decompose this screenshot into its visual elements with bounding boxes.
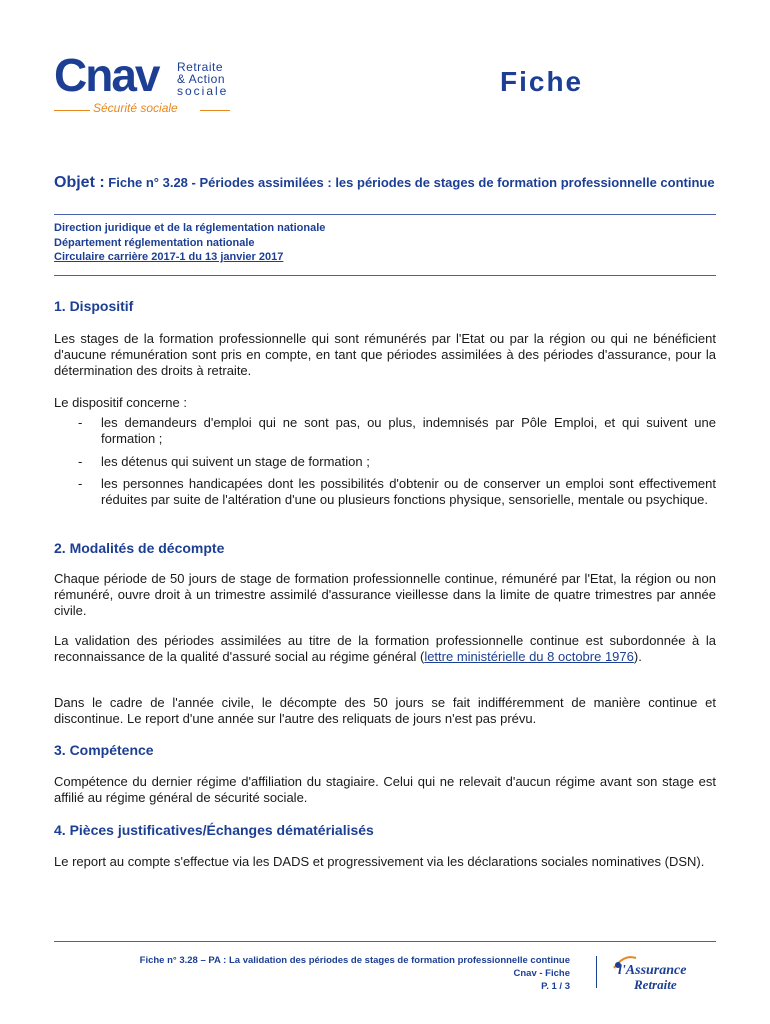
logo-tagline: Sécurité sociale	[93, 101, 178, 115]
paragraph: Dans le cadre de l'année civile, le décompte des 50 jours se fait indifféremment de manière continue et discontinue. Le report d'une année sur l'autre des reliquats de jours n'est pas prévu.	[54, 695, 716, 726]
logo-text-line2: Retraite	[634, 977, 677, 992]
meta-block	[54, 221, 325, 265]
list-item-text: les personnes handicapées dont les possibilités d'obtenir ou de conserver un emploi sont effectivement réduites par suite de l'altération d'une ou plusieurs fonctions physique, sensorielle, mentale ou psychique.	[101, 476, 716, 507]
logo-sub-line: Retraite	[177, 60, 224, 74]
paragraph: Chaque période de 50 jours de stage de formation professionnelle continue, rémunéré par l'Etat, la région ou non rémunéré, ouvre droit à un trimestre assimilé d'assurance vieillesse dans la limite de quatre trimestres par année civile.	[54, 571, 716, 618]
footer-page-number: P. 1 / 3	[541, 981, 570, 992]
objet-label: Objet :	[54, 174, 105, 191]
bullet-dash: -	[78, 476, 83, 491]
paragraph: Le report au compte s'effectue via les DADS et progressivement via les déclarations sociales nominatives (DSN).	[54, 854, 705, 869]
logo-bar	[596, 956, 597, 988]
list-item-text: les demandeurs d'emploi qui ne sont pas, ou plus, indemnisés par Pôle Emploi, et qui suivent une formation ;	[101, 415, 716, 446]
bullet-dash: -	[78, 415, 83, 430]
circulaire-link[interactable]: Circulaire carrière 2017-1 du 13 janvier 2017	[54, 251, 284, 263]
bullet-dash: -	[78, 454, 83, 469]
footer-doc-type: Cnav - Fiche	[513, 968, 570, 979]
list-item-text: les détenus qui suivent un stage de formation ;	[101, 454, 370, 469]
document-type-title: Fiche	[500, 66, 584, 97]
section-heading: 3. Compétence	[54, 742, 154, 758]
logo-sub-line: & Action	[177, 72, 226, 86]
divider	[54, 214, 716, 215]
section-heading: 2. Modalités de décompte	[54, 540, 225, 556]
objet-line	[54, 174, 716, 191]
footer-title: Fiche n° 3.28 – PA : La validation des périodes de stages de formation professionnelle continue	[139, 955, 570, 966]
paragraph: Le dispositif concerne :	[54, 395, 187, 410]
divider	[54, 275, 716, 276]
cnav-logo-subtitle	[177, 61, 228, 97]
list-item	[78, 454, 716, 470]
list-item	[78, 476, 716, 508]
section-heading: 1. Dispositif	[54, 298, 134, 314]
paragraph-text: ).	[633, 649, 642, 664]
lettre-ministerielle-link[interactable]: lettre ministérielle du 8 octobre 1976	[424, 649, 634, 664]
list-item	[78, 415, 716, 447]
cnav-logo: Cnav	[54, 49, 159, 101]
objet-text: Fiche n° 3.28 - Périodes assimilées : les périodes de stages de formation professionnelle continue	[108, 175, 715, 190]
logo-rule-left	[54, 110, 90, 111]
logo-rule-right	[200, 110, 230, 111]
meta-departement: Département réglementation nationale	[54, 236, 255, 249]
paragraph: Compétence du dernier régime d'affiliation du stagiaire. Celui qui ne relevait d'aucun régime avant son stage est affilié au régime général de sécurité sociale.	[54, 774, 716, 805]
logo-sub-line: sociale	[177, 84, 229, 98]
section-heading: 4. Pièces justificatives/Échanges dématérialisés	[54, 822, 374, 838]
footer-divider	[54, 941, 716, 942]
paragraph	[54, 633, 716, 665]
logo-text-line1: l'Assurance	[618, 963, 687, 978]
meta-direction: Direction juridique et de la réglementation nationale	[54, 222, 326, 234]
paragraph: Les stages de la formation professionnelle qui sont rémunérés par l'Etat ou par la région ou qui ne bénéficient d'aucune rémunération sont pris en compte, en tant que périodes assimilées à des périodes d'assurance, pour la détermination des droits à retraite.	[54, 331, 716, 378]
paragraph-text: La validation des périodes assimilées au titre de la formation professionnelle continue est subordonnée à la reconnaissance de la qualité d'assuré social au régime général (	[54, 633, 716, 664]
assurance-retraite-logo	[596, 950, 726, 992]
